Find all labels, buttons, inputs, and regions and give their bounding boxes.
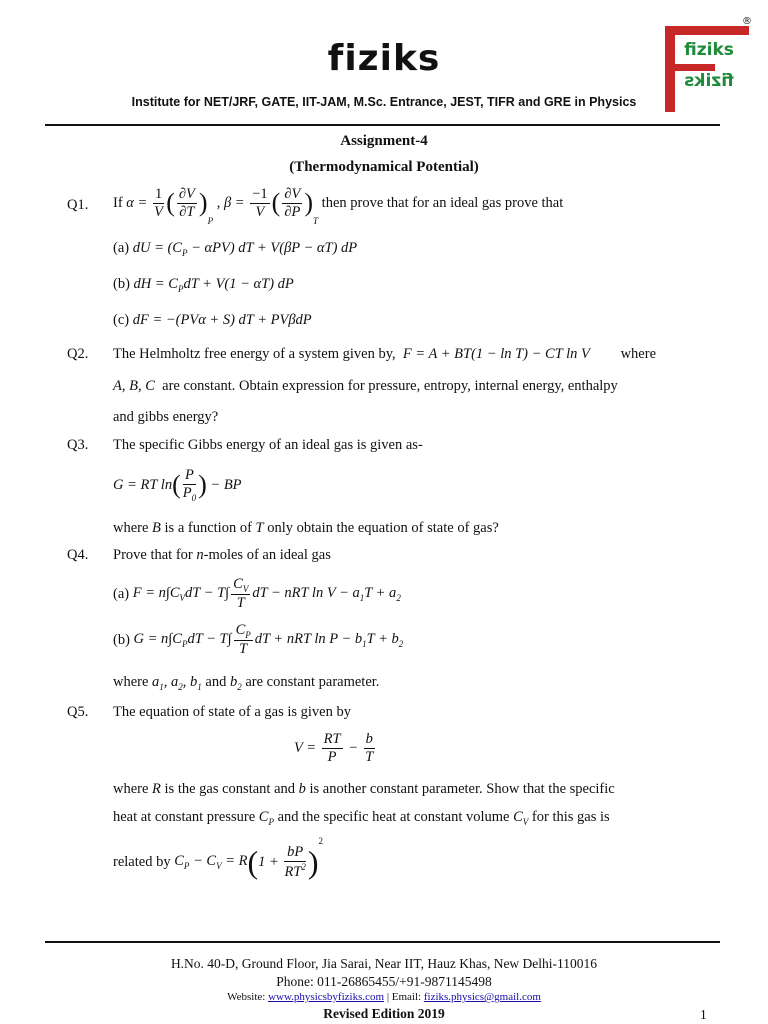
- q4-number: Q4.: [67, 547, 89, 563]
- q2-line1: The Helmholtz free energy of a system given by, F = A + BT(1 − ln T) − CT ln V where: [113, 346, 656, 362]
- q1-statement: If α = $\frac{1}{V}$ ( $\frac{\partial V}{\partial T}$ ) $_P$ , β = $\frac{-1}{V}$ ( $\frac{\partial V}{\partial P}$ ) $_T$ then prove that for an ideal gas prove that: [113, 185, 564, 226]
- fiziks-logo: [661, 24, 751, 114]
- q5-line1: The equation of state of a gas is given by: [113, 704, 351, 720]
- q5-line2: where R is the gas constant and b is another constant parameter. Show that the specific: [113, 781, 615, 797]
- q1-part-c: (c) dF = −(PVα + S) dT + PVβdP: [113, 312, 312, 328]
- q3-line2: where B is a function of T only obtain the equation of state of gas?: [113, 520, 499, 536]
- q2-line2: A, B, C are constant. Obtain expression for pressure, entropy, internal energy, enthalpy: [113, 378, 618, 394]
- registered-mark: ®: [742, 16, 752, 27]
- q4-part-b: (b) $G = n\int C_PdT - T\int$ $\frac{C_P}{T}$ dT + nRT $\ln P - b_1T + b_2$: [113, 622, 404, 658]
- q1-part-a: (a) dU = $(C_P - \alpha PV)$ dT + V(βP − αT) dP: [113, 240, 358, 258]
- institute-subtitle: Institute for NET/JRF, GATE, IIT-JAM, M.Sc. Entrance, JEST, TIFR and GRE in Physics: [131, 95, 637, 109]
- q3-equation: G = RT ln ( $\frac{P}{P_0}$ ) − BP: [113, 467, 242, 503]
- footer-rule: [45, 941, 720, 943]
- q1-part-b: (b) dH = $C_PdT + V(1 - \alpha T)$ dP: [113, 276, 294, 294]
- footer-address: H.No. 40-D, Ground Floor, Jia Sarai, Near IIT, Hauz Khas, New Delhi-110016: [170, 956, 598, 971]
- q4-line1: Prove that for n-moles of an ideal gas: [113, 547, 331, 563]
- q5-line4: related by $C_P - C_V = R$ ( 1 + $\frac{bP}{RT^2}$ ) $^2$: [113, 836, 324, 880]
- footer-edition: Revised Edition 2019: [323, 1006, 445, 1021]
- q1-number: Q1.: [67, 197, 89, 213]
- logo-text-top: fiziks: [684, 40, 734, 60]
- email-link[interactable]: fiziks.physics@gmail.com: [423, 991, 541, 1003]
- assignment-subtitle: (Thermodynamical Potential): [289, 159, 479, 175]
- q5-line3: heat at constant pressure $C_P$ and the specific heat at constant volume $C_V$ for this gas is: [113, 809, 610, 827]
- q2-number: Q2.: [67, 346, 89, 362]
- page-number: 1: [700, 1007, 707, 1022]
- footer-contact: Website: www.physicsbyfiziks.com | Email: fiziks.physics@gmail.com: [227, 991, 541, 1003]
- q5-equation: V = $\frac{RT}{P}$ − $\frac{b}{T}$: [294, 730, 374, 765]
- header-rule: [45, 124, 720, 126]
- q5-number: Q5.: [67, 704, 89, 720]
- assignment-title: Assignment-4: [340, 133, 428, 149]
- footer-phone: Phone: 011-26865455/+91-9871145498: [276, 974, 492, 989]
- website-link[interactable]: www.physicsbyfiziks.com: [268, 991, 385, 1003]
- q3-line1: The specific Gibbs energy of an ideal gas is given as-: [113, 437, 423, 453]
- brand-title: fiziks: [327, 38, 441, 79]
- q4-part-a: (a) $F = n\int C_VdT - T\int$ $\frac{C_V}{T}$ dT − nRT $\ln V - a_1T + a_2$: [113, 576, 401, 612]
- logo-text-mirror: fiziks: [684, 71, 734, 91]
- q3-number: Q3.: [67, 437, 89, 453]
- q4-where: where $a_1$, $a_2$, $b_1$ and $b_2$ are constant parameter.: [113, 674, 380, 692]
- q2-line3: and gibbs energy?: [113, 409, 219, 425]
